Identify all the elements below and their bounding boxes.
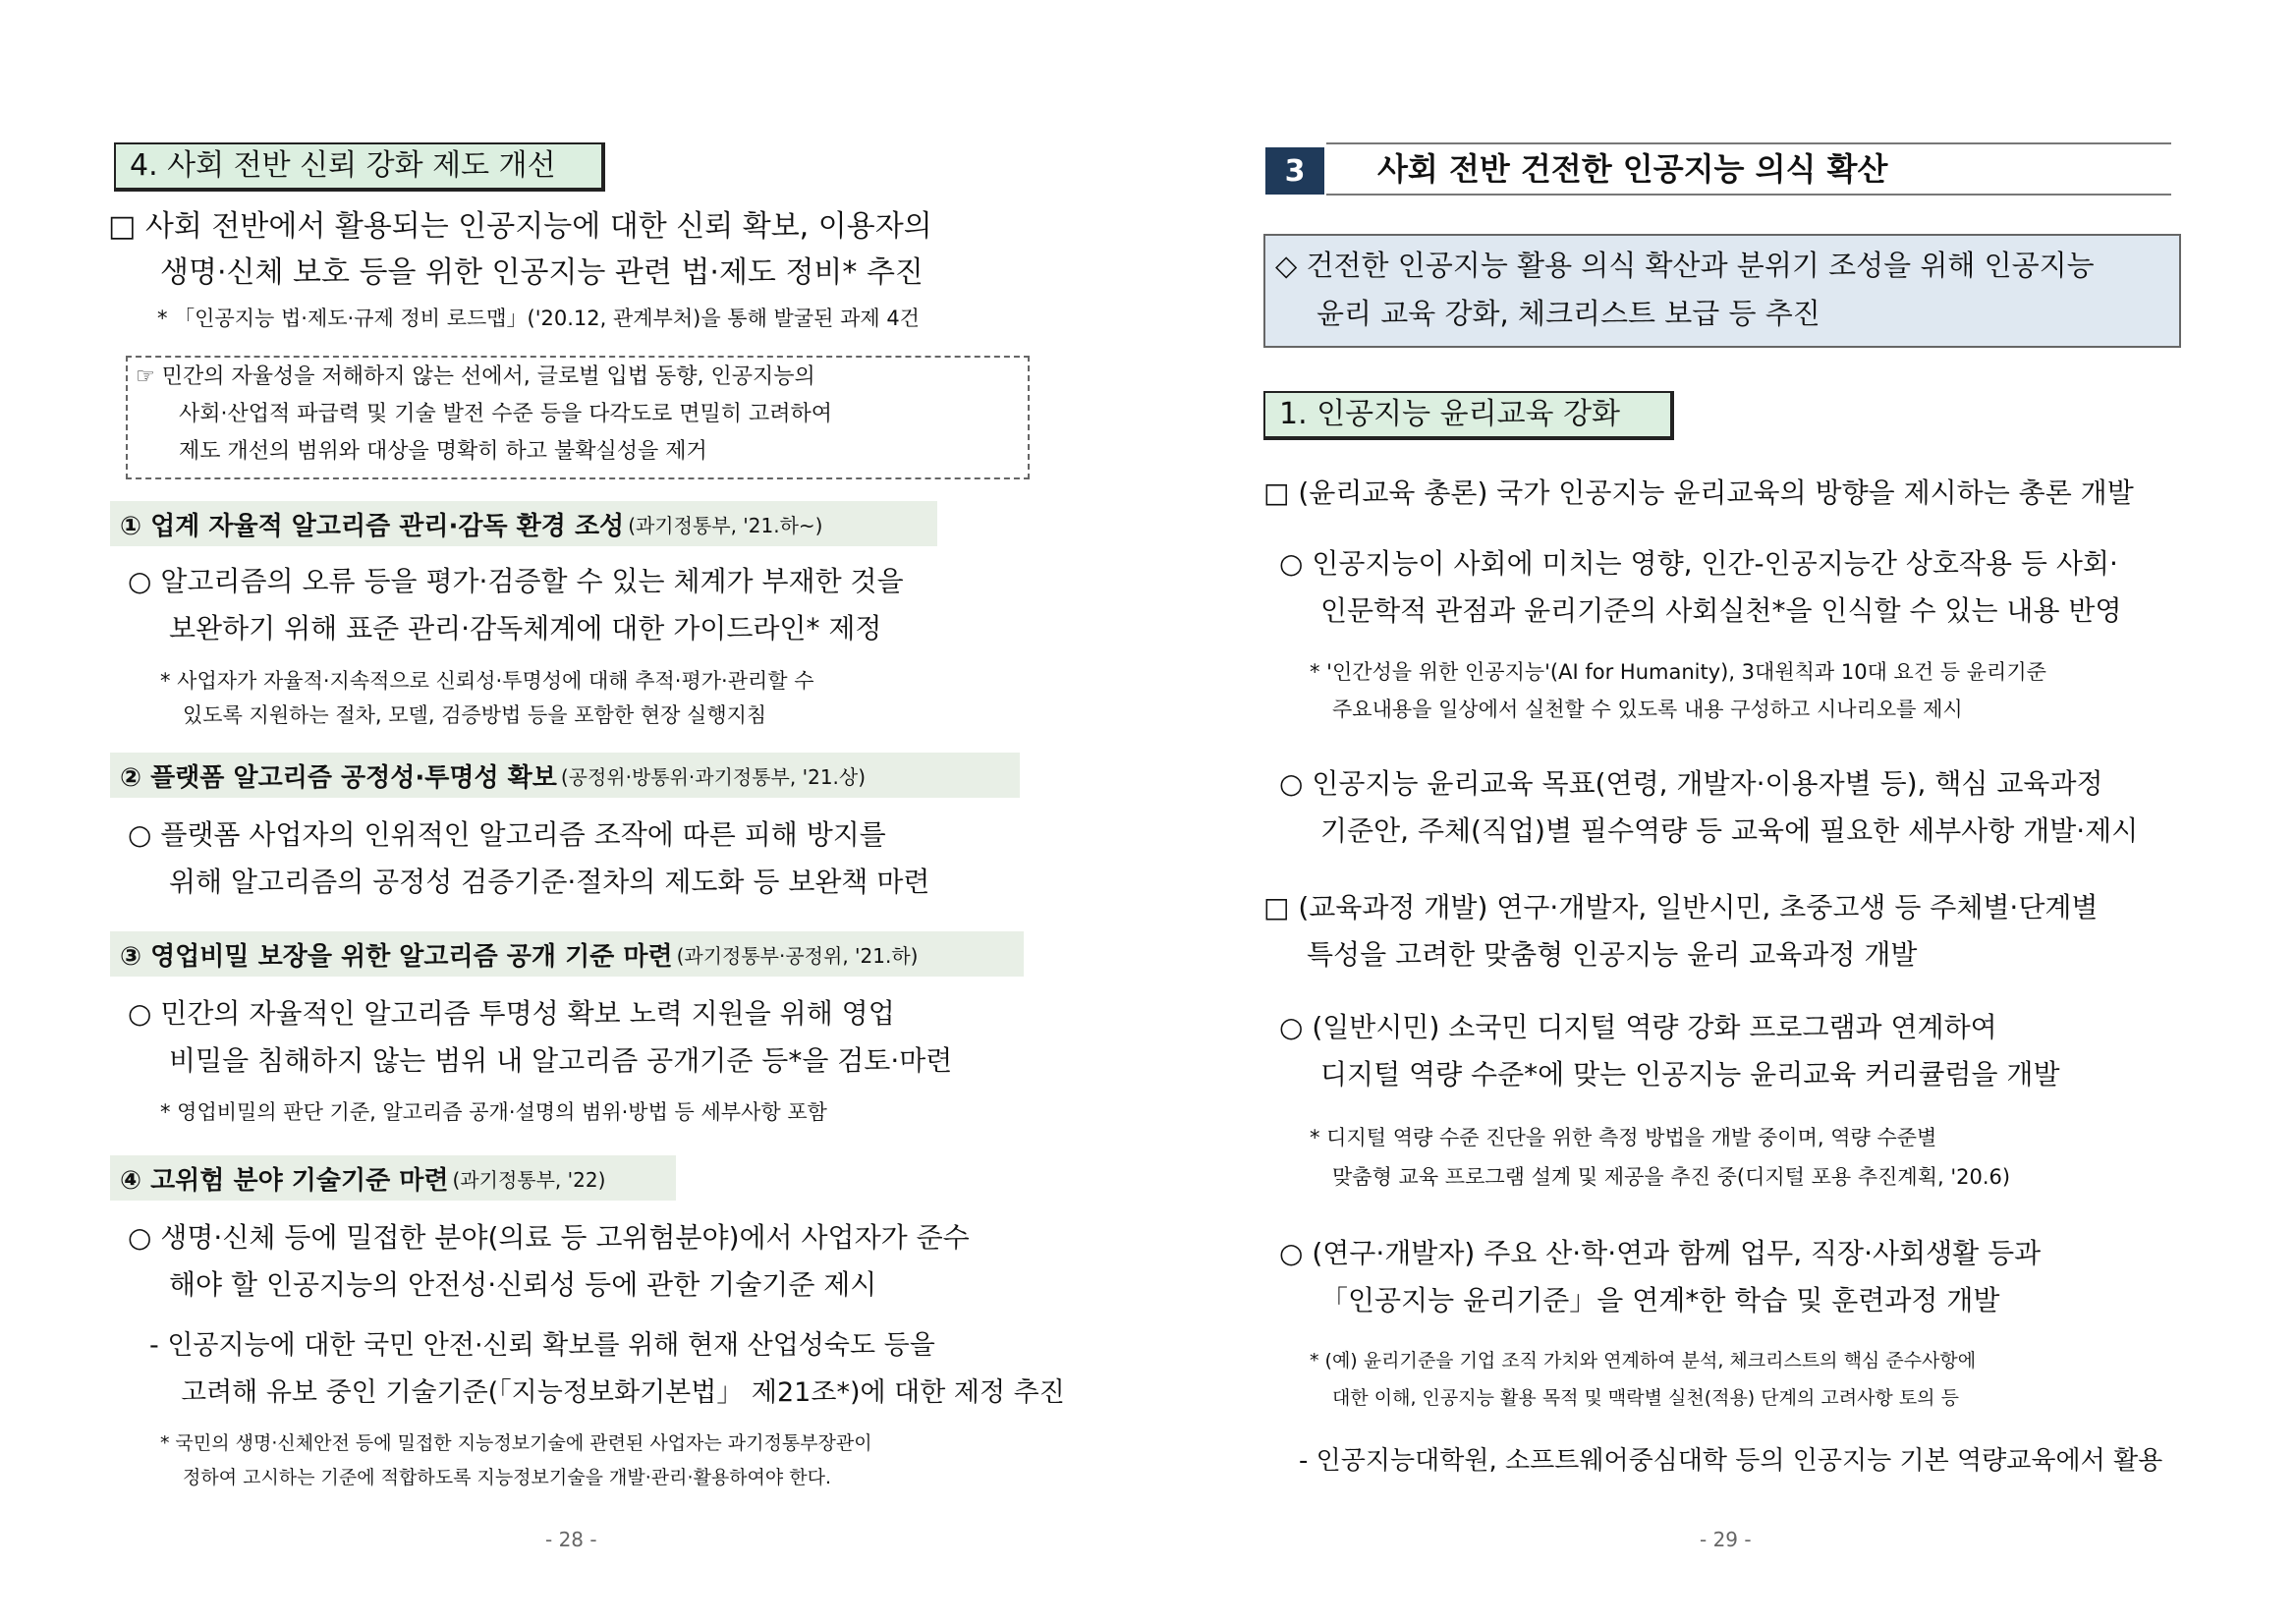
left-item3-heading: ③ 영업비밀 보장을 위한 알고리즘 공개 기준 마련 (과기정통부·공정위, '21.하) xyxy=(110,931,1024,977)
right-p1-note-2: 주요내용을 일상에서 실천할 수 있도록 내용 구성하고 시나리오를 제시 xyxy=(1332,698,1963,721)
summary-line-2: 윤리 교육 강화, 체크리스트 보급 등 추진 xyxy=(1316,297,1820,330)
left-page-number: - 28 - xyxy=(545,1528,597,1551)
left-item2-heading: ② 플랫폼 알고리즘 공정성·투명성 확보 (공정위·방통위·과기정통부, '21.상) xyxy=(110,753,1020,798)
right-p2-note-4: 대한 이해, 인공지능 활용 목적 및 맥락별 실천(적용) 단계의 고려사항 토의 등 xyxy=(1332,1387,1959,1409)
summary-line-1: ◇ 건전한 인공지능 활용 의식 확산과 분위기 조성을 위해 인공지능 xyxy=(1275,249,2095,282)
right-p2-bullet-4: 「인공지능 윤리기준」을 연계*한 학습 및 훈련과정 개발 xyxy=(1320,1284,2000,1316)
chapter-number-badge: 3 xyxy=(1265,147,1324,195)
left-item3-note-1: * 영업비밀의 판단 기준, 알고리즘 공개·설명의 범위·방법 등 세부사항 포함 xyxy=(160,1100,827,1124)
left-callout-line-3: 제도 개선의 범위와 대상을 명확히 하고 불확실성을 제거 xyxy=(179,439,707,464)
left-item1-note-2: 있도록 지원하는 절차, 모델, 검증방법 등을 포함한 현장 실행지침 xyxy=(183,703,767,727)
left-item4-heading: ④ 고위험 분야 기술기준 마련 (과기정통부, '22) xyxy=(110,1155,676,1201)
right-p2-bullet-1: ○ (일반시민) 소국민 디지털 역량 강화 프로그램과 연계하여 xyxy=(1279,1011,1997,1043)
chapter-bottom-rule xyxy=(1326,194,2171,196)
right-p2-heading-1: □ (교육과정 개발) 연구·개발자, 일반시민, 초중고생 등 주체별·단계별 xyxy=(1263,891,2099,924)
right-p1-bullet-2: 인문학적 관점과 윤리기준의 사회실천*을 인식할 수 있는 내용 반영 xyxy=(1320,594,2122,627)
left-item4-dash-1: - 인공지능에 대한 국민 안전·신뢰 확보를 위해 현재 산업성숙도 등을 xyxy=(149,1330,935,1361)
left-intro-line-2: 생명·신체 보호 등을 위한 인공지능 관련 법·제도 정비* 추진 xyxy=(160,255,924,290)
right-p1-note-1: * '인간성을 위한 인공지능'(AI for Humanity), 3대원칙과 10대 요건 등 윤리기준 xyxy=(1310,660,2046,684)
chapter-top-rule xyxy=(1326,142,2171,144)
left-intro-note: * 「인공지능 법·제도·규제 정비 로드맵」('20.12, 관계부처)을 통해 발굴된 과제 4건 xyxy=(157,307,920,330)
right-section-title: 1. 인공지능 윤리교육 강화 xyxy=(1263,391,1674,440)
left-item1-note-1: * 사업자가 자율적·지속적으로 신뢰성·투명성에 대해 추적·평가·관리할 수 xyxy=(160,669,814,693)
right-p2-note-3: * (예) 윤리기준을 기업 조직 가치와 연계하여 분석, 체크리스트의 핵심 준수사항에 xyxy=(1310,1350,1977,1372)
left-item4-note-1: * 국민의 생명·신체안전 등에 밀접한 지능정보기술에 관련된 사업자는 과기정통부장관이 xyxy=(160,1432,872,1454)
right-p1-bullet-4: 기준안, 주체(직업)별 필수역량 등 교육에 필요한 세부사항 개발·제시 xyxy=(1320,814,2139,847)
left-item1-bullet-1: ○ 알고리즘의 오류 등을 평가·검증할 수 있는 체계가 부재한 것을 xyxy=(128,565,904,597)
chapter-title: 사회 전반 건전한 인공지능 의식 확산 xyxy=(1377,150,1888,188)
left-item4-bullet-1: ○ 생명·신체 등에 밀접한 분야(의료 등 고위험분야)에서 사업자가 준수 xyxy=(128,1221,970,1254)
right-p2-bullet-2: 디지털 역량 수준*에 맞는 인공지능 윤리교육 커리큘럼을 개발 xyxy=(1320,1058,2060,1091)
right-p1-heading: □ (윤리교육 총론) 국가 인공지능 윤리교육의 방향을 제시하는 총론 개발 xyxy=(1263,476,2134,509)
left-item4-bullet-2: 해야 할 인공지능의 안전성·신뢰성 등에 관한 기술기준 제시 xyxy=(169,1268,877,1301)
left-item3-bullet-1: ○ 민간의 자율적인 알고리즘 투명성 확보 노력 지원을 위해 영업 xyxy=(128,997,895,1030)
right-p2-dash-1: - 인공지능대학원, 소프트웨어중심대학 등의 인공지능 기본 역량교육에서 활용 xyxy=(1299,1446,2163,1476)
left-section-title: 4. 사회 전반 신뢰 강화 제도 개선 xyxy=(114,142,605,192)
left-item4-note-2: 정하여 고시하는 기준에 적합하도록 지능정보기술을 개발·관리·활용하여야 한다. xyxy=(183,1467,832,1488)
left-item1-bullet-2: 보완하기 위해 표준 관리·감독체계에 대한 가이드라인* 제정 xyxy=(169,612,882,644)
right-p2-heading-2: 특성을 고려한 맞춤형 인공지능 윤리 교육과정 개발 xyxy=(1307,938,1918,971)
right-p2-note-1: * 디지털 역량 수준 진단을 위한 측정 방법을 개발 중이며, 역량 수준별 xyxy=(1310,1126,1937,1149)
left-item2-bullet-2: 위해 알고리즘의 공정성 검증기준·절차의 제도화 등 보완책 마련 xyxy=(169,866,930,898)
left-item3-bullet-2: 비밀을 침해하지 않는 범위 내 알고리즘 공개기준 등*을 검토·마련 xyxy=(169,1044,953,1077)
left-item2-bullet-1: ○ 플랫폼 사업자의 인위적인 알고리즘 조작에 따른 피해 방지를 xyxy=(128,818,886,851)
left-callout-line-1: ☞ 민간의 자율성을 저해하지 않는 선에서, 글로벌 입법 동향, 인공지능의 xyxy=(136,364,815,389)
left-callout-line-2: 사회·산업적 파급력 및 기술 발전 수준 등을 다각도로 면밀히 고려하여 xyxy=(179,402,832,426)
right-page-number: - 29 - xyxy=(1700,1528,1752,1551)
left-item4-dash-2: 고려해 유보 중인 기술기준(「지능정보화기본법」 제21조*)에 대한 제정 추진 xyxy=(181,1377,1065,1408)
left-intro-line-1: □ 사회 전반에서 활용되는 인공지능에 대한 신뢰 확보, 이용자의 xyxy=(108,209,932,244)
right-p1-bullet-3: ○ 인공지능 윤리교육 목표(연령, 개발자·이용자별 등), 핵심 교육과정 xyxy=(1279,767,2103,800)
right-p1-bullet-1: ○ 인공지능이 사회에 미치는 영향, 인간-인공지능간 상호작용 등 사회· xyxy=(1279,547,2118,580)
right-p2-bullet-3: ○ (연구·개발자) 주요 산·학·연과 함께 업무, 직장·사회생활 등과 xyxy=(1279,1237,2042,1269)
left-item1-heading: ① 업계 자율적 알고리즘 관리·감독 환경 조성 (과기정통부, '21.하~) xyxy=(110,501,937,546)
right-p2-note-2: 맞춤형 교육 프로그램 설계 및 제공을 추진 중(디지털 포용 추진계획, '20.6) xyxy=(1332,1165,2011,1189)
